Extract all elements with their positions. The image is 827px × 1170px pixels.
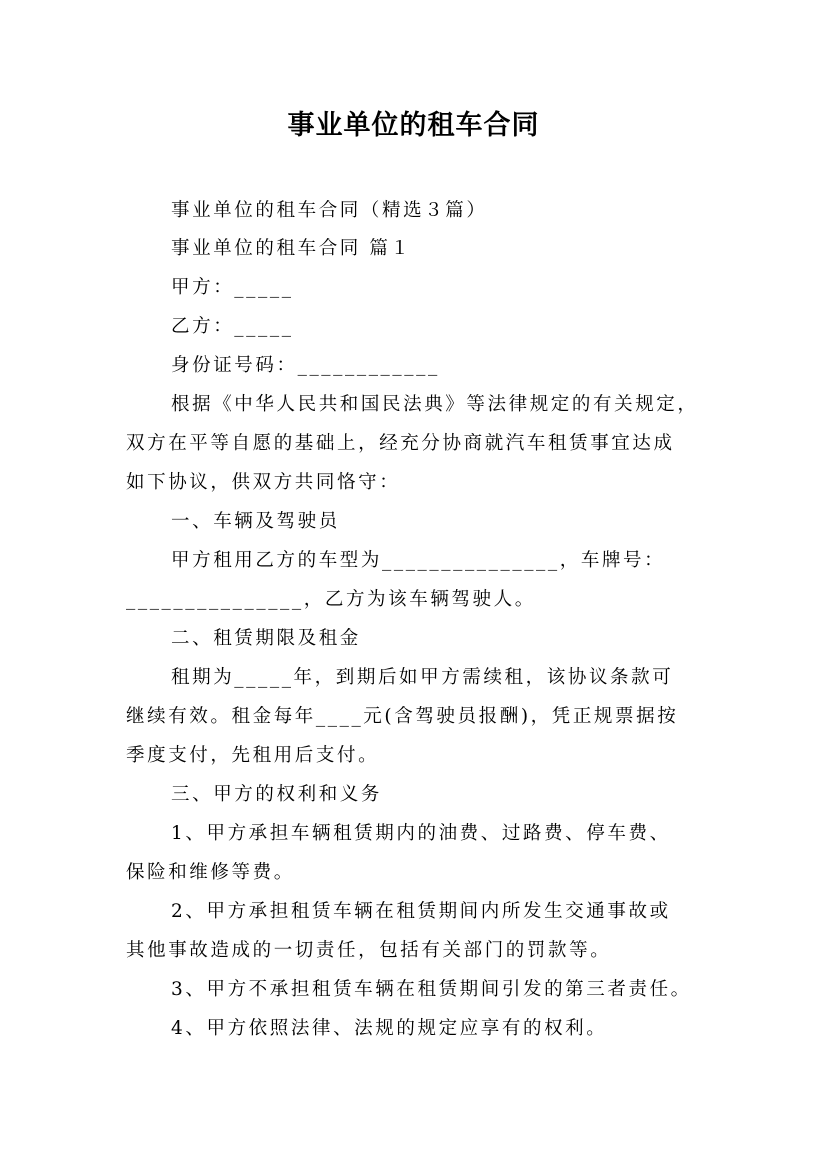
paragraph-line: 保险和维修等费。 bbox=[126, 862, 295, 883]
paragraph-line: 2、甲方承担租赁车辆在租赁期间内所发生交通事故或 bbox=[171, 901, 671, 922]
section-heading: 一、车辆及驾驶员 bbox=[171, 511, 340, 532]
paragraph-line: 身份证号码：____________ bbox=[171, 355, 440, 376]
paragraph-line: 继续有效。租金每年____元(含驾驶员报酬)，凭正规票据按 bbox=[126, 706, 679, 727]
paragraph-line: 其他事故造成的一切责任，包括有关部门的罚款等。 bbox=[126, 940, 612, 961]
paragraph-line: 季度支付，先租用后支付。 bbox=[126, 745, 380, 766]
document-title: 事业单位的租车合同 bbox=[287, 110, 540, 141]
paragraph-line: 乙方：_____ bbox=[171, 316, 294, 337]
paragraph-line: 如下协议，供双方共同恪守： bbox=[126, 472, 401, 493]
paragraph-line: 1、甲方承担车辆租赁期内的油费、过路费、停车费、 bbox=[171, 823, 671, 844]
paragraph-line: 事业单位的租车合同（精选３篇） bbox=[171, 200, 488, 221]
section-heading: 三、甲方的权利和义务 bbox=[171, 784, 383, 805]
paragraph-line: 租期为_____年，到期后如甲方需续租，该协议条款可 bbox=[171, 667, 674, 688]
paragraph-line: 根据《中华人民共和国民法典》等法律规定的有关规定， bbox=[171, 394, 699, 415]
paragraph-line: 甲方租用乙方的车型为_______________，车牌号： bbox=[171, 550, 666, 571]
paragraph-line: _______________，乙方为该车辆驾驶人。 bbox=[126, 589, 536, 610]
section-heading: 二、租赁期限及租金 bbox=[171, 628, 361, 649]
paragraph-line: 4、甲方依照法律、法规的规定应享有的权利。 bbox=[171, 1018, 608, 1039]
paragraph-line: 甲方：_____ bbox=[171, 277, 294, 298]
paragraph-line: 事业单位的租车合同 篇１ bbox=[171, 238, 412, 259]
paragraph-line: 3、甲方不承担租赁车辆在租赁期间引发的第三者责任。 bbox=[171, 979, 692, 1000]
paragraph-line: 双方在平等自愿的基础上，经充分协商就汽车租赁事宜达成 bbox=[126, 433, 675, 454]
